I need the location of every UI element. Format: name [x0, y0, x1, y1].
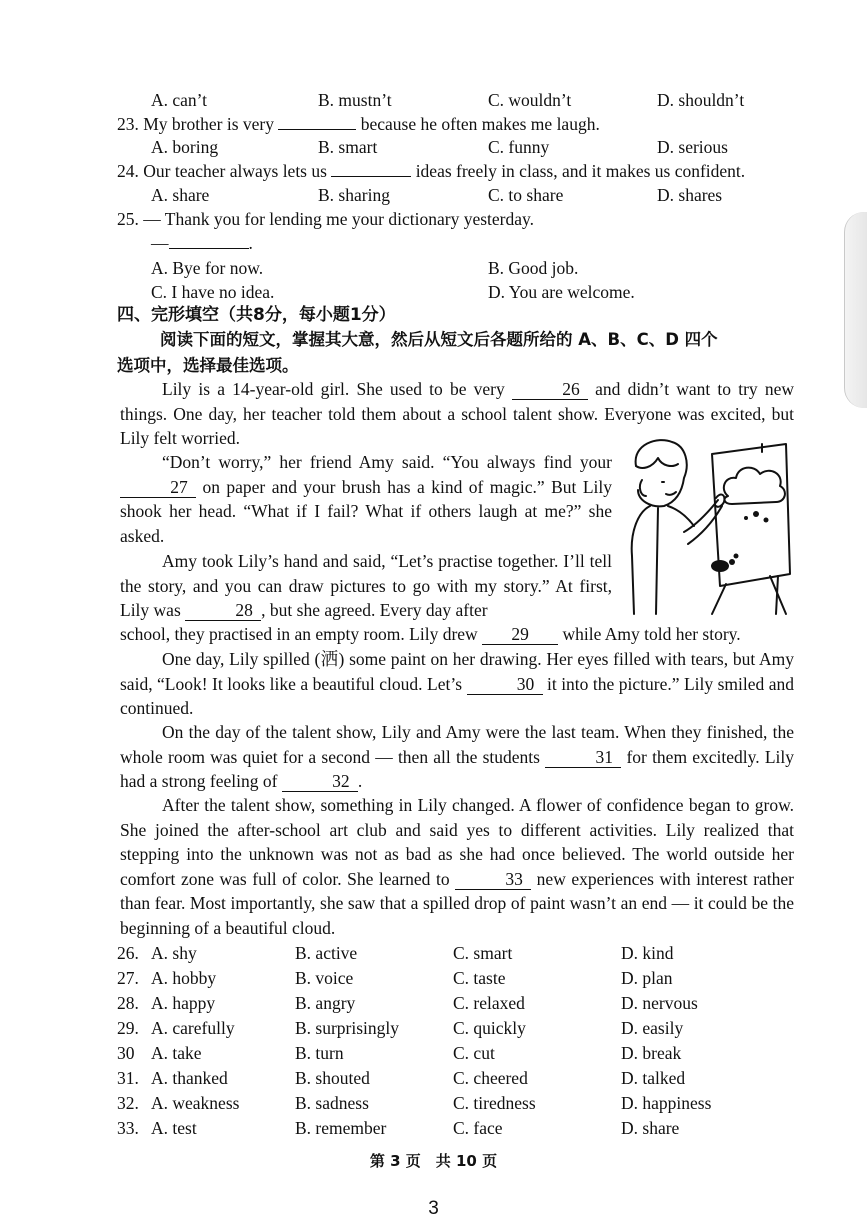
passage-text: “Don’t worry,” her friend Amy said. “You always find your	[162, 452, 612, 472]
choice-row-28	[117, 991, 817, 1015]
q23-number: 23.	[117, 114, 139, 134]
q25-option-a: A. Bye for now.	[151, 258, 264, 278]
choice-option-b: B. voice	[295, 968, 354, 988]
section-4-instruction-line2: 选项中，选择最佳选项。	[117, 356, 299, 375]
choice-option-c: C. tiredness	[453, 1093, 536, 1113]
choice-number: 33.	[117, 1118, 139, 1138]
q24-text-after: ideas freely in class, and it makes us confident.	[415, 161, 746, 181]
q22-option-b: B. mustn’t	[318, 90, 392, 110]
blank-28: 28	[185, 600, 261, 621]
choice-row-29	[117, 1016, 817, 1040]
q25-dash: —	[151, 233, 169, 253]
choice-row-31	[117, 1066, 817, 1090]
passage-text: Amy took Lily’s hand and said, “Let’s practise together. I’ll tell the story, and you can draw pictures to go with my story.” At first, Lily was	[120, 551, 612, 621]
q24-option-a: A. share	[151, 185, 210, 205]
section-4-instruction-line1: 阅读下面的短文，掌握其大意，然后从短文后各题所给的 A、B、C、D 四个	[160, 330, 718, 349]
q25-option-b: B. Good job.	[488, 258, 579, 278]
passage-paragraph-4	[120, 647, 794, 721]
q23-option-a: A. boring	[151, 137, 219, 157]
choice-option-a: A. thanked	[151, 1068, 228, 1088]
passage-paragraph-3	[120, 549, 612, 623]
page-number: 3	[428, 1198, 439, 1219]
choice-number: 26.	[117, 943, 139, 963]
q22-option-d: D. shouldn’t	[657, 90, 745, 110]
choice-option-c: C. quickly	[453, 1018, 526, 1038]
passage-paragraph-5	[120, 720, 794, 794]
q25-period: .	[248, 233, 253, 253]
choice-option-b: B. remember	[295, 1118, 387, 1138]
choice-number: 27.	[117, 968, 139, 988]
choice-option-d: D. nervous	[621, 993, 698, 1013]
choice-row-33	[117, 1116, 817, 1140]
page-footer-label: 第 3 页 共 10 页	[369, 1152, 498, 1170]
q24-option-d: D. shares	[657, 185, 723, 205]
q25-line2	[151, 231, 253, 255]
blank-31: 31	[545, 747, 621, 768]
choice-option-b: B. active	[295, 943, 358, 963]
q23-text-before: My brother is very	[143, 114, 274, 134]
choice-row-30	[117, 1041, 817, 1065]
blank-32: 32	[282, 771, 358, 792]
choice-option-a: A. happy	[151, 993, 216, 1013]
choice-row-26	[117, 941, 817, 965]
q24-option-c: C. to share	[488, 185, 564, 205]
choice-row-32	[117, 1091, 817, 1115]
choice-option-d: D. kind	[621, 943, 674, 963]
q22-option-a: A. can’t	[151, 90, 208, 110]
q25-option-c: C. I have no idea.	[151, 282, 275, 302]
q25-text: — Thank you for lending me your dictionary yesterday.	[143, 209, 534, 229]
choice-option-c: C. cut	[453, 1043, 495, 1063]
choice-number: 30	[117, 1043, 135, 1063]
q23-blank	[278, 129, 356, 130]
q25-blank	[169, 248, 249, 249]
q24-stem	[117, 159, 745, 183]
blank-30: 30	[467, 674, 543, 695]
choice-option-d: D. talked	[621, 1068, 686, 1088]
choice-number: 29.	[117, 1018, 139, 1038]
passage-text: for them excitedly. Lily had a strong feeling of	[120, 746, 795, 792]
passage-text: and didn’t want to try new things. One day, her teacher told them about a school talent show. Everyone was excited, but Lily felt worried.	[120, 379, 795, 449]
choice-option-a: A. carefully	[151, 1018, 235, 1038]
q23-option-d: D. serious	[657, 137, 728, 157]
blank-29: 29	[482, 624, 558, 645]
choice-option-c: C. smart	[453, 943, 513, 963]
choice-number: 28.	[117, 993, 139, 1013]
choice-option-d: D. plan	[621, 968, 673, 988]
choice-option-d: D. break	[621, 1043, 682, 1063]
blank-33: 33	[455, 869, 531, 890]
passage-text: new experiences with interest rather than fear. Most importantly, she saw that a spilled drop of paint wasn’t an end — it could be the beginning of a beautiful cloud.	[120, 868, 795, 938]
choice-option-a: A. shy	[151, 943, 197, 963]
choice-option-c: C. taste	[453, 968, 506, 988]
passage-text: .	[357, 771, 363, 792]
choice-option-b: B. angry	[295, 993, 356, 1013]
q23-option-c: C. funny	[488, 137, 550, 157]
choice-option-a: A. take	[151, 1043, 202, 1063]
passage-text: Lily is a 14-year-old girl. She used to be very	[162, 379, 505, 399]
q24-option-b: B. sharing	[318, 185, 390, 205]
girl-painting-illustration	[628, 436, 794, 616]
choice-option-a: A. test	[151, 1118, 197, 1138]
choice-option-b: B. shouted	[295, 1068, 370, 1088]
q25-line1	[117, 207, 534, 231]
blank-26: 26	[512, 379, 588, 400]
passage-text: , but she agreed. Every day after	[261, 600, 488, 621]
passage-text: it into the picture.” Lily smiled and continued.	[120, 673, 795, 719]
passage-paragraph-3-last-line	[120, 622, 794, 646]
choice-number: 31.	[117, 1068, 139, 1088]
blank-27: 27	[120, 477, 196, 498]
q23-stem	[117, 112, 600, 136]
passage-paragraph-6	[120, 793, 794, 941]
q23-text-after: because he often makes me laugh.	[360, 114, 600, 134]
section-4-title: 四、完形填空（共8分，每小题1分）	[117, 305, 396, 325]
choice-option-a: A. weakness	[151, 1093, 240, 1113]
q24-number: 24.	[117, 161, 139, 181]
q23-option-b: B. smart	[318, 137, 378, 157]
q22-option-c: C. wouldn’t	[488, 90, 572, 110]
q24-blank	[331, 176, 411, 177]
q24-text-before: Our teacher always lets us	[143, 161, 327, 181]
choice-number: 32.	[117, 1093, 139, 1113]
passage-text: on paper and your brush has a kind of magic.” But Lily shook her head. “What if I fail? What if others laugh at me?” she asked.	[120, 476, 613, 546]
passage-text: On the day of the talent show, Lily and Amy were the last team. When they finished, the whole room was quiet for a second — then all the students	[120, 722, 794, 767]
choice-option-c: C. relaxed	[453, 993, 525, 1013]
choice-option-a: A. hobby	[151, 968, 217, 988]
passage-text: while Amy told her story.	[562, 624, 741, 644]
choice-option-d: D. easily	[621, 1018, 684, 1038]
page-curl-edge	[844, 212, 867, 408]
q25-number: 25.	[117, 209, 139, 229]
choice-option-b: B. turn	[295, 1043, 344, 1063]
choice-option-d: D. share	[621, 1118, 680, 1138]
choice-option-d: D. happiness	[621, 1093, 712, 1113]
passage-paragraph-2	[120, 450, 612, 548]
choice-row-27	[117, 966, 817, 990]
choice-option-c: C. cheered	[453, 1068, 528, 1088]
passage-text: One day, Lily spilled (洒) some paint on her drawing. Her eyes filled with tears, but Amy said, “Look! It looks like a beautiful cloud. Let’s	[120, 649, 794, 694]
choice-option-c: C. face	[453, 1118, 503, 1138]
choice-option-b: B. surprisingly	[295, 1018, 400, 1038]
passage-text: school, they practised in an empty room. Lily drew	[120, 624, 478, 644]
choice-option-b: B. sadness	[295, 1093, 369, 1113]
q25-option-d: D. You are welcome.	[488, 282, 635, 302]
passage-text: After the talent show, something in Lily changed. A flower of confidence began to grow. She joined the after-school art club and said yes to different activities. Lily realized that stepping into the unknown was not as bad as she had once believed. The world outside her comfort zone was full of color. She learned to	[120, 795, 794, 889]
